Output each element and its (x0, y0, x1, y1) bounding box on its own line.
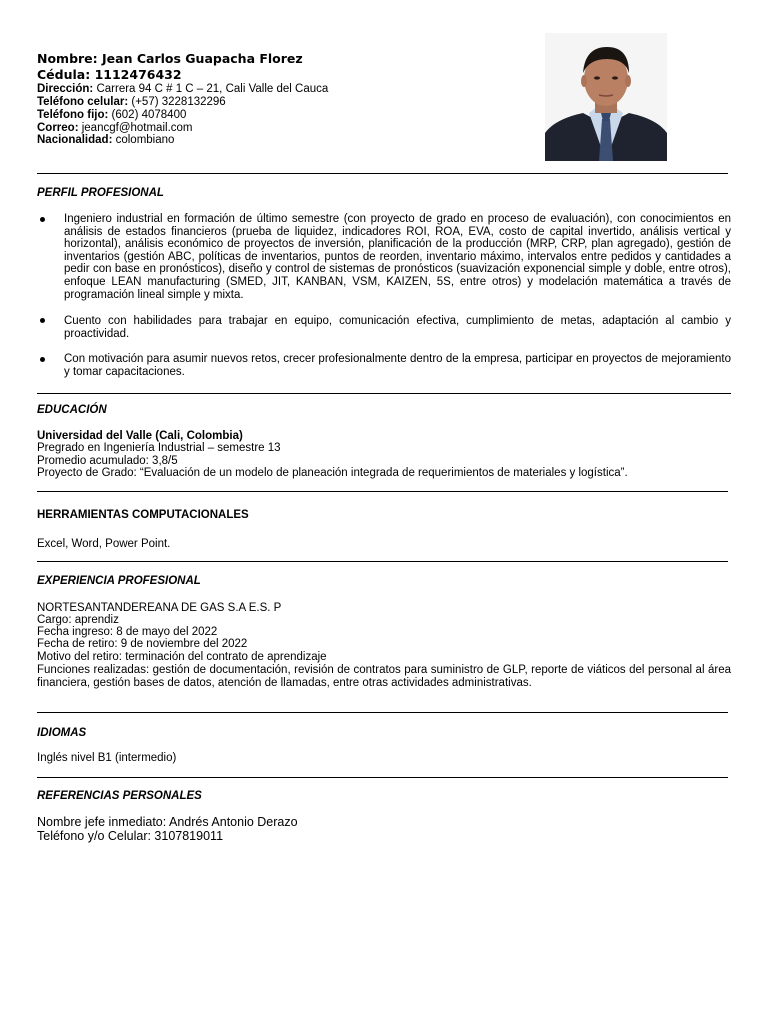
divider (37, 777, 728, 778)
profile-photo (545, 33, 667, 161)
fijo-value: (602) 4078400 (111, 109, 187, 121)
perfil-bullet-3: Con motivación para asumir nuevos retos, crecer profesionalmente dentro de la empresa, participar en proyectos de mejoramiento y tomar capacitaciones. (64, 353, 731, 378)
bullet-dot (40, 217, 45, 222)
idiomas-text: Inglés nivel B1 (intermedio) (37, 752, 177, 764)
empresa-line: NORTESANTANDEREANA DE GAS S.A E.S. P (37, 602, 282, 614)
celular-label: Teléfono celular: (37, 96, 129, 108)
jefe-line: Nombre jefe inmediato: Andrés Antonio Derazo (37, 815, 298, 829)
educacion-title: EDUCACIÓN (37, 404, 107, 416)
cargo-line: Cargo: aprendiz (37, 614, 119, 626)
correo-label: Correo: (37, 122, 79, 134)
retiro-line: Fecha de retiro: 9 de noviembre del 2022 (37, 638, 248, 650)
nacionalidad-line (37, 134, 174, 147)
correo-value[interactable]: jeancgf@hotmail.com (81, 122, 193, 134)
university-city: Cali, Colombia (159, 430, 239, 442)
telefono-line: Teléfono y/o Celular: 3107819011 (37, 829, 224, 843)
herramientas-text: Excel, Word, Power Point. (37, 538, 171, 550)
funciones-text: Funciones realizadas: gestión de documentación, revisión de contratos para suministro de GLP, reporte de viáticos del personal al área financiera, gestión bases de datos, atención de llamadas, entre otras actividades administrativas. (37, 664, 731, 689)
pregrado-line: Pregrado en Ingeniería Industrial – semestre 13 (37, 442, 281, 454)
nacionalidad-label: Nacionalidad: (37, 134, 113, 146)
university-name: Universidad del Valle (37, 430, 153, 442)
promedio-line: Promedio acumulado: 3,8/5 (37, 455, 178, 467)
divider (37, 712, 728, 713)
direccion-label: Dirección: (37, 83, 94, 95)
name-line (37, 53, 303, 66)
celular-line (37, 96, 226, 109)
fijo-label: Teléfono fijo: (37, 109, 109, 121)
perfil-bullet-2: Cuento con habilidades para trabajar en equipo, comunicación efectiva, cumplimiento de metas, adaptación al cambio y proactividad. (64, 315, 731, 340)
herramientas-title: HERRAMIENTAS COMPUTACIONALES (37, 509, 249, 521)
perfil-bullet-1: Ingeniero industrial en formación de último semestre (con proyecto de grado en proceso de evaluación), con conocimientos en análisis de estados financieros (prueba de liquidez, indicadores ROI, ROA, EVA, costo de capital invertido, análisis vertical y horizontal), análisis económico de proyectos de inversión, planificación de la producción (MRP, CRP, plan agregado), gestión de inventarios (gestión ABC, políticas de inventarios, puntos de reorden, inventario máximo, intervalos entre pedidos y cantidades a pedir con base en pronósticos), diseño y control de sistemas de pronósticos (suavización exponencial simple y doble, entre otros), enfoque LEAN manufacturing (SMED, JIT, KANBAN, VSM, KAIZEN, 5S, entre otros) y modelación matemática a través de programación lineal simple y mixta. (64, 213, 731, 301)
experiencia-title: EXPERIENCIA PROFESIONAL (37, 575, 201, 587)
direccion-value: Carrera 94 C # 1 C – 21, Cali Valle del Cauca (96, 83, 329, 95)
motivo-line: Motivo del retiro: terminación del contrato de aprendizaje (37, 651, 327, 663)
name-value: Jean Carlos Guapacha Florez (102, 51, 303, 66)
name-label: Nombre: (37, 51, 98, 66)
cedula-line (37, 69, 182, 82)
idiomas-title: IDIOMAS (37, 727, 87, 739)
divider (37, 491, 728, 492)
celular-value: (+57) 3228132296 (131, 96, 226, 108)
divider (37, 173, 728, 174)
perfil-title: PERFIL PROFESIONAL (37, 187, 164, 199)
proyecto-line: Proyecto de Grado: “Evaluación de un modelo de planeación integrada de requerimientos de materiales y logística”. (37, 467, 628, 479)
correo-line (37, 122, 192, 135)
referencias-title: REFERENCIAS PERSONALES (37, 790, 202, 802)
bullet-dot (40, 318, 45, 323)
bullet-dot (40, 357, 45, 362)
cedula-label: Cédula: (37, 67, 91, 82)
fijo-line (37, 109, 186, 122)
divider (37, 561, 728, 562)
cedula-value: 1112476432 (94, 67, 182, 82)
nacionalidad-value: colombiano (115, 134, 175, 146)
direccion-line (37, 83, 328, 96)
university-line: Universidad del Valle (Cali, Colombia) (37, 430, 243, 442)
divider (37, 393, 731, 394)
ingreso-line: Fecha ingreso: 8 de mayo del 2022 (37, 626, 218, 638)
